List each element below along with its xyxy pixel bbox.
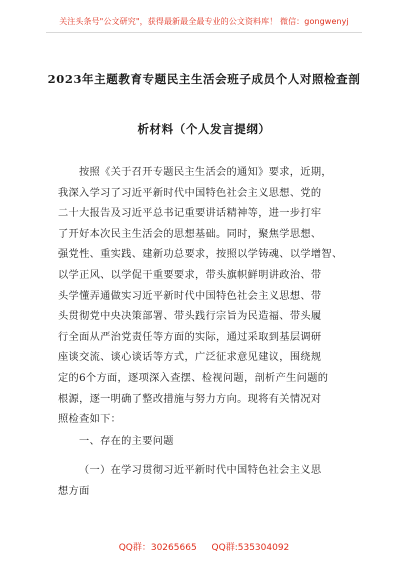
header-note: 关注头条号"公文研究"，获得最新最全最专业的公文资料库！ 微信：gongwenyj (59, 17, 349, 26)
body-line: 了开好本次民主生活会的思想基础。同时，聚焦学思想、 (58, 228, 322, 240)
subsection-line: （一）在学习贯彻习近平新时代中国特色社会主义思 (79, 465, 322, 476)
document-title-line-2: 析材料（个人发言提纲） (137, 122, 271, 136)
body-line: 定的6个方面，逐项深入查摆、检视问题，剖析产生问题的 (58, 372, 329, 384)
body-line: 按照《关于召开专题民主生活会的通知》要求，近期， (79, 167, 332, 178)
body-line: 二十大报告及习近平总书记重要讲话精神等，进一步打牢 (58, 208, 322, 220)
body-line: 根源，逐一明确了整改措施与努力方向。现将有关情况对 (58, 393, 322, 405)
subsection-line: 想方面 (58, 486, 90, 497)
body-line: 照检查如下： (58, 414, 122, 426)
section-heading: 一、存在的主要问题 (79, 436, 174, 447)
footer-qq-groups (0, 540, 408, 553)
body-line: 座谈交流、谈心谈话等方式，广泛征求意见建议，围绕规 (58, 352, 322, 364)
body-line: 行全面从严治党责任等方面的实际，通过采取到基层调研 (58, 331, 322, 343)
body-line: 我深入学习了习近平新时代中国特色社会主义思想、党的 (58, 187, 322, 199)
header-divider (46, 32, 362, 33)
body-line: 头学懂弄通做实习近平新时代中国特色社会主义思想、带 (58, 290, 322, 302)
body-line: 以学正风、以学促干重要要求，带头旗帜鲜明讲政治、带 (58, 269, 322, 281)
body-paragraph (58, 163, 354, 431)
subsection-heading (58, 460, 354, 502)
body-line: 头贯彻党中央决策部署、带头践行宗旨为民造福、带头履 (58, 311, 322, 323)
document-title-line-1: 2023年主题教育专题民主生活会班子成员个人对照检查剖 (47, 72, 361, 86)
footer-qq-2: QQ群:535304092 (211, 543, 290, 553)
footer-qq-1: QQ群：30265665 (118, 543, 197, 553)
body-line: 强党性、重实践、建新功总要求，按照以学铸魂、以学增智、 (58, 249, 343, 261)
